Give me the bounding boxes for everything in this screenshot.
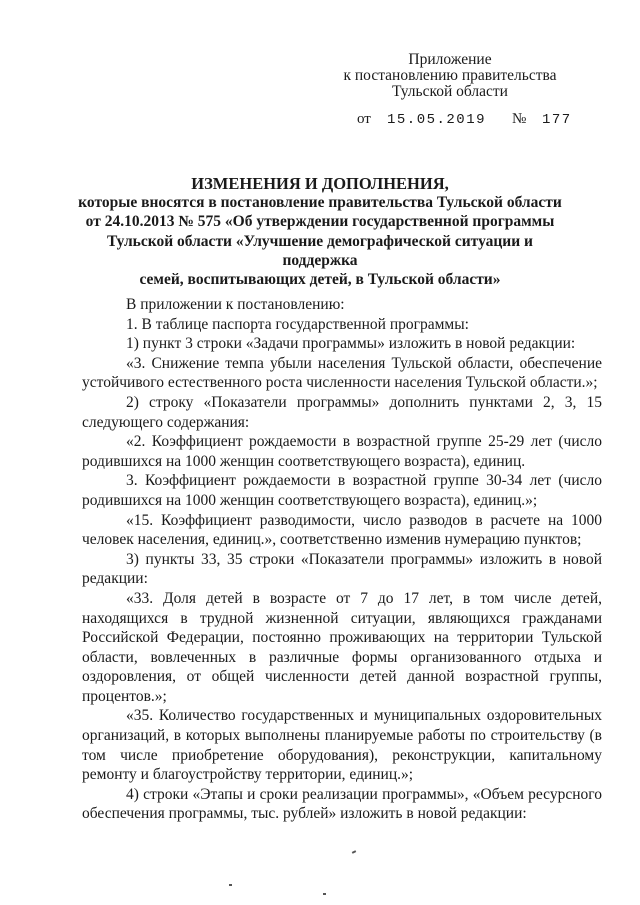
paragraph: 1. В таблице паспорта государственной программы: [126, 315, 469, 333]
date-number-row [357, 111, 572, 128]
paragraph: «3. Снижение темпа убыли населения Тульской области, обеспечение устойчивого естественного роста численности населения Тульской области.»; [82, 354, 602, 392]
paragraph: 3) пункты 33, 35 строки «Показатели программы» изложить в новой редакции: [82, 550, 602, 588]
title-line-4: Тульской области «Улучшение демографической ситуации и поддержка [107, 232, 533, 269]
title-line-5: семей, воспитывающих детей, в Тульской области» [139, 271, 501, 289]
document-date: 15.05.2019 [387, 112, 487, 128]
title-line-2: которые вносятся в постановление правительства Тульской области [78, 194, 562, 212]
paragraph: 1) пункт 3 строки «Задачи программы» изложить в новой редакции: [126, 335, 576, 353]
scan-speck [229, 884, 232, 886]
paragraph: 3. Коэффициент рождаемости в возрастной группе 30-34 лет (число родившихся на 1000 женщин соответствующего возраста), единиц.»; [82, 472, 602, 509]
title-heading: ИЗМЕНЕНИЯ И ДОПОЛНЕНИЯ, [191, 174, 449, 193]
scan-speck [323, 893, 326, 895]
appendix-block [300, 52, 600, 100]
appendix-line-2: к постановлению правительства [343, 67, 557, 84]
scan-speck [352, 850, 356, 854]
paragraph: «33. Доля детей в возрасте от 7 до 17 лет, в том числе детей, находящихся в трудной жизненной ситуации, являющихся гражданами Российской Федерации, постоянно проживающих на территории Тульской области, вовлеченных в различные формы организованного отдыха и оздоровления, от общей численности детей данной возрастной группы, процентов.»; [82, 589, 602, 705]
from-label: от [357, 111, 371, 127]
paragraph: В приложении к постановлению: [126, 296, 345, 313]
paragraph: «35. Количество государственных и муниципальных оздоровительных организаций, в которых выполнены планируемые работы по строительству (в том числе приобретение оборудования), реконструкции, капитальному ремонту и благоустройству территории, единиц.»; [82, 707, 602, 784]
document-number: 177 [542, 112, 572, 128]
appendix-line-3: Тульской области [392, 83, 508, 100]
number-label: № [512, 111, 527, 127]
paragraph: 4) строки «Этапы и сроки реализации программы», «Объем ресурсного обеспечения программы, тыс. рублей» изложить в новой редакции: [82, 785, 602, 823]
paragraph: 2) строку «Показатели программы» дополнить пунктами 2, 3, 15 следующего содержания: [82, 393, 602, 431]
paragraph: «15. Коэффициент разводимости, число разводов в расчете на 1000 человек населения, единиц.», соответственно изменив нумерацию пунктов; [82, 511, 602, 549]
paragraph: «2. Коэффициент рождаемости в возрастной группе 25-29 лет (число родившихся на 1000 женщин соответствующего возраста), единиц. [82, 433, 602, 470]
appendix-line-1: Приложение [408, 51, 492, 68]
document-title [70, 174, 570, 289]
title-line-3: от 24.10.2013 № 575 «Об утверждении государственной программы [85, 213, 555, 231]
document-body [82, 295, 602, 824]
